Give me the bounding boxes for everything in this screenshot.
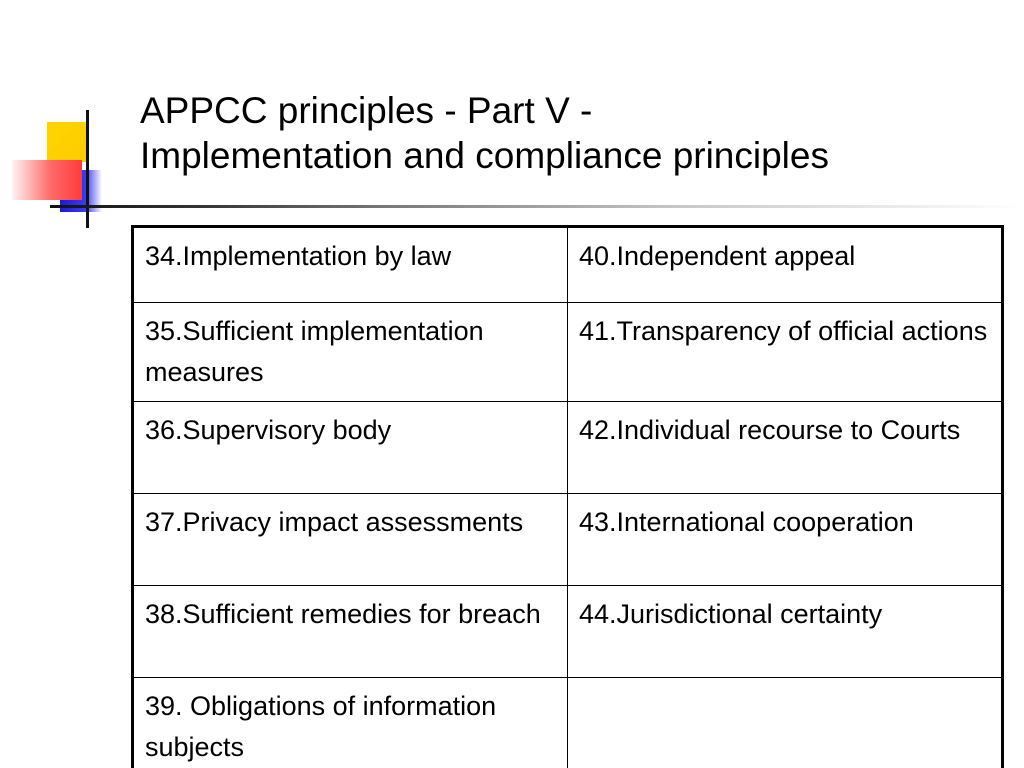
table-cell-right: 40.Independent appeal	[568, 227, 1003, 303]
slide-logo-decoration	[0, 0, 140, 240]
table-cell-left: 37.Privacy impact assessments	[133, 494, 568, 586]
table-row	[133, 303, 1003, 402]
vertical-rule-decoration	[86, 110, 89, 228]
title-underline-rule	[50, 205, 1024, 208]
table-cell-left: 36.Supervisory body	[133, 402, 568, 494]
slide-title-line-1: APPCC principles - Part V -	[140, 90, 593, 131]
slide-title-line-2: Implementation and compliance principles	[140, 135, 829, 176]
table-row	[133, 494, 1003, 586]
table-row	[133, 586, 1003, 678]
table-row	[133, 678, 1003, 768]
yellow-square-decoration	[47, 122, 87, 162]
table-cell-left: 35.Sufficient implementation measures	[133, 303, 568, 402]
table-row	[133, 227, 1003, 303]
table-cell-left: 38.Sufficient remedies for breach	[133, 586, 568, 678]
slide-title	[140, 88, 1010, 178]
red-square-decoration	[12, 160, 82, 200]
principles-table	[131, 225, 1004, 768]
table-cell-right: 42.Individual recourse to Courts	[568, 402, 1003, 494]
table-cell-left: 34.Implementation by law	[133, 227, 568, 303]
table-cell-left: 39. Obligations of information subjects	[133, 678, 568, 768]
table-row	[133, 402, 1003, 494]
table-cell-right	[568, 678, 1003, 768]
table-cell-right: 44.Jurisdictional certainty	[568, 586, 1003, 678]
table-cell-right: 43.International cooperation	[568, 494, 1003, 586]
table-cell-right: 41.Transparency of official actions	[568, 303, 1003, 402]
